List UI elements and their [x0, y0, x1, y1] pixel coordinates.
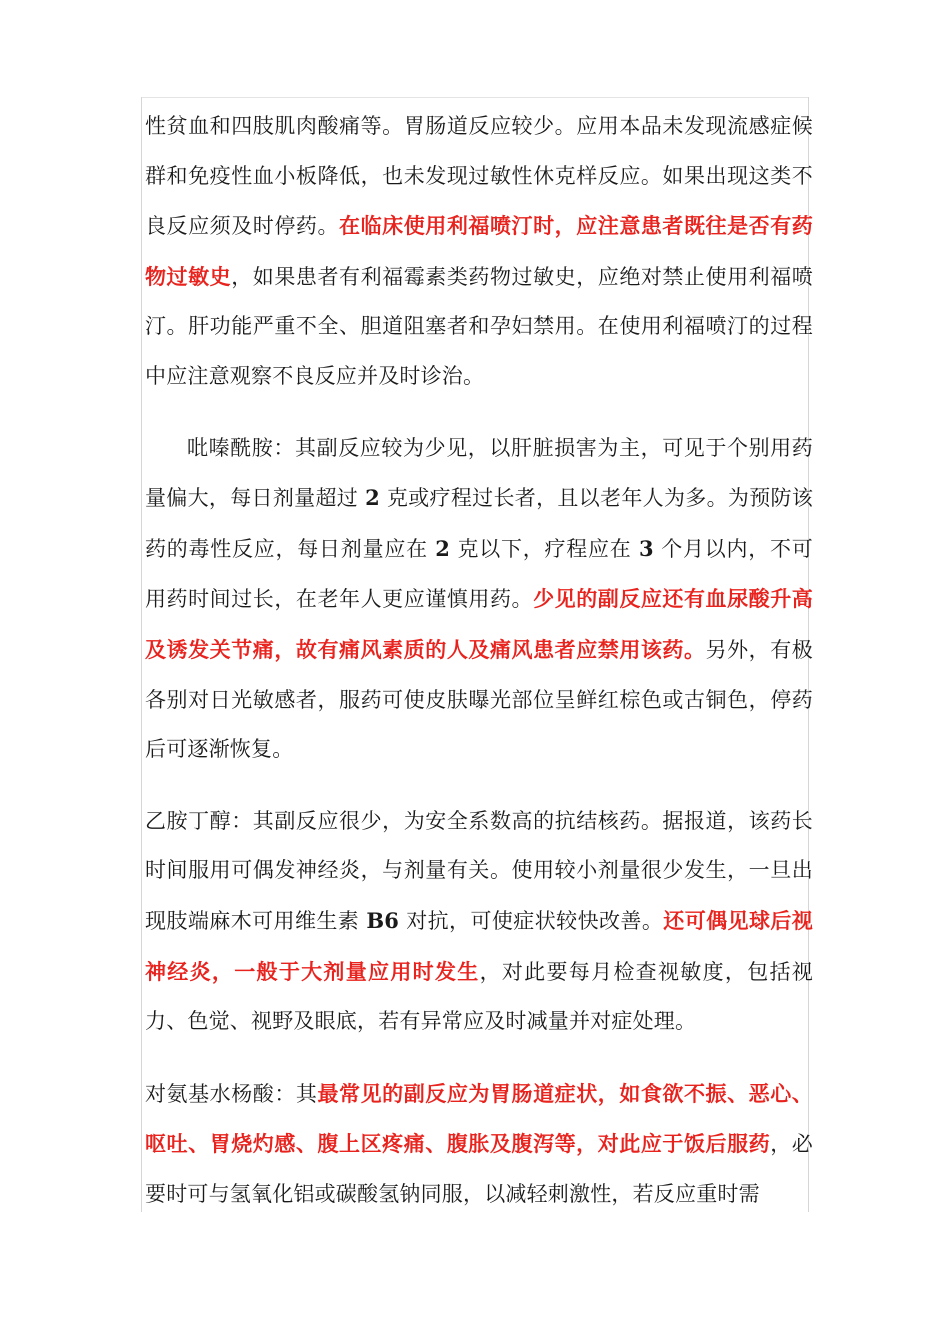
- highlighted-text: 少见的副反应还有血尿酸升高及诱发关节痛，故有痛风素质的人及痛风患者应禁用该药。: [145, 586, 813, 662]
- highlighted-text: 在临床使用利福喷汀时，应注意患者既往是否有药物过敏史: [145, 213, 813, 289]
- bold-text: 2: [435, 535, 451, 561]
- highlighted-text: 最常见的副反应为胃肠道症状，如食欲不振、恶心、呕吐、胃烧灼感、腹上区疼痛、腹胀及腹泻等，对此应于饭后服药: [145, 1080, 813, 1157]
- paragraph-rifapentine: [145, 102, 813, 402]
- paragraph-ethambutol: [145, 797, 813, 1047]
- bold-text: 3: [639, 535, 654, 561]
- highlighted-text: 还可偶见球后视神经炎，一般于大剂量应用时发生: [145, 907, 813, 984]
- paragraph-pyrazinamide: [145, 424, 813, 775]
- text-segment: ，对此要每月检查视敏度，包括视力、色觉、视野及眼底，若有异常应及时减量并对症处理。: [145, 959, 814, 1034]
- text-segment: ，必要时可与氢氧化铝或碳酸氢钠同服，以减轻刺激性，若反应重时需: [145, 1132, 813, 1206]
- text-segment: 对抗，可使症状较快改善。: [399, 908, 664, 933]
- bold-text: B6: [366, 907, 400, 933]
- text-segment: 乙胺丁醇：其副反应很少，为安全系数高的抗结核药。据报道，该药长时间服用可偶发神经炎，与剂量有关。使用较小剂量很少发生，一旦出现肢端麻木可用维生素: [145, 808, 813, 933]
- text-segment: 克或疗程过长者，且以老年人为多。为预防该药的毒性反应，每日剂量应在: [145, 486, 814, 561]
- text-segment: 对氨基水杨酸：其: [145, 1081, 318, 1106]
- bold-text: 2: [365, 485, 380, 511]
- text-segment: 个月以内，不可用药时间过长，在老年人更应谨慎用药。: [145, 536, 813, 612]
- paragraph-aminosalicylic-acid: [145, 1069, 813, 1220]
- page-frame-top: [141, 97, 809, 98]
- text-segment: ，如果患者有利福霉素类药物过敏史，应绝对禁止使用利福喷汀。肝功能严重不全、胆道阻塞者和孕妇禁用。在使用利福喷汀的过程中应注意观察不良反应并及时诊治。: [145, 264, 813, 388]
- text-segment: 吡嗪酰胺：其副反应较为少见，以肝脏损害为主，可见于个别用药量偏大，每日剂量超过: [145, 435, 813, 511]
- document-body: [145, 102, 813, 1219]
- text-segment: 克以下，疗程应在: [450, 536, 639, 561]
- text-segment: 另外，有极各别对日光敏感者，服药可使皮肤曝光部位呈鲜红棕色或古铜色，停药后可逐渐恢复。: [145, 637, 814, 762]
- text-segment: 性贫血和四肢肌肉酸痛等。胃肠道反应较少。应用本品未发现流感症候群和免疫性血小板降低，也未发现过敏性休克样反应。如果出现这类不良反应须及时停药。: [145, 114, 813, 239]
- page-frame-left: [141, 97, 142, 1212]
